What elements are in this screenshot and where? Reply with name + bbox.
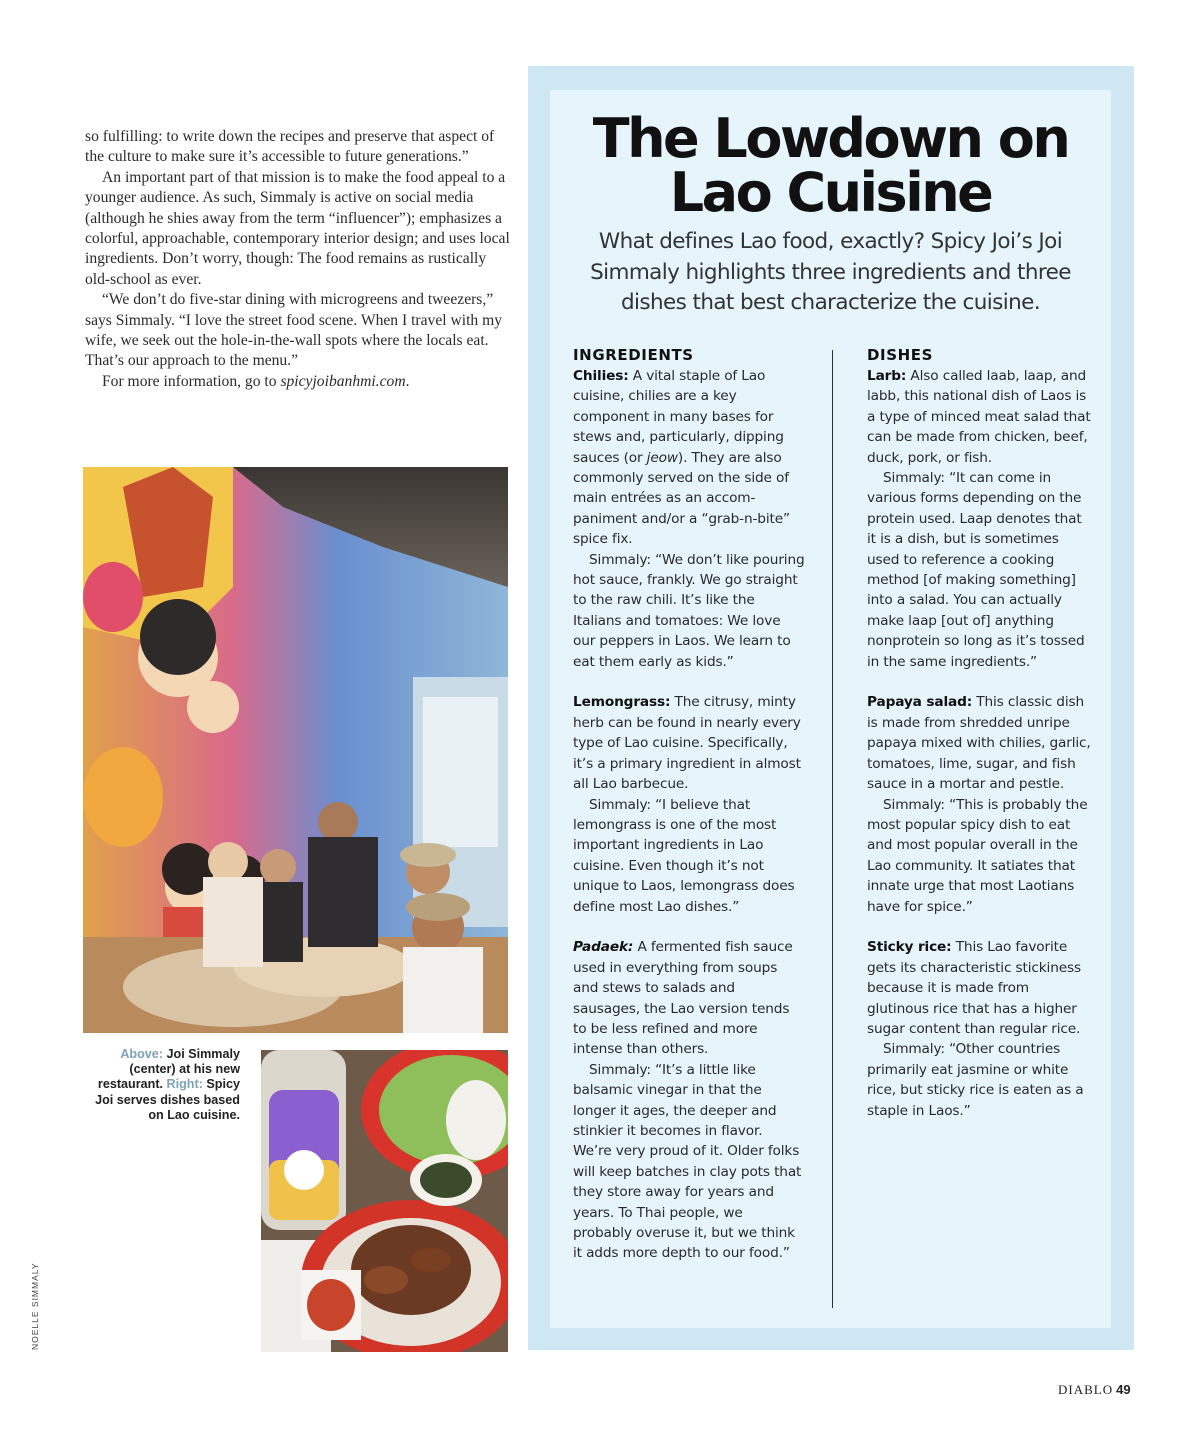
ingredients-heading: INGREDIENTS [573, 346, 694, 364]
page-number: 49 [1116, 1382, 1131, 1397]
lemongrass-entry [573, 692, 805, 794]
lemongrass-term: Lemongrass: [573, 694, 671, 711]
dishes-heading: DISHES [867, 346, 934, 364]
sidebar-title-line-2: Lao Cuisine [669, 161, 992, 224]
papaya-entry [867, 692, 1093, 794]
photo-caption [86, 1047, 240, 1123]
column-divider [832, 350, 833, 1308]
ingredients-column [573, 345, 805, 1264]
chilies-desc-em: jeow [646, 449, 678, 466]
chilies-desc-a: A vital staple of Lao cuisine, chilies are a key component in many bases for stews and, particularly, dipping sauces (or [573, 368, 784, 466]
restaurant-photo [83, 467, 508, 1033]
sticky-rice-entry [867, 937, 1093, 1039]
article-paragraph-3: “We don’t do five-star dining with microgreens and tweezers,” says Simmaly. “I love the street food scene. When I travel with my wife, we seek out the hole-in-the-wall spots where the locals eat. That’s our approach to the menu.” [85, 291, 503, 370]
food-photo [261, 1050, 508, 1352]
caption-above-label: Above: [120, 1047, 163, 1061]
padaek-entry [573, 937, 805, 1059]
larb-quote: Simmaly: “It can come in various forms depending on the protein used. Laap denotes that it is a dish, but is sometimes used to reference a cooking method [of making something] into a salad. You can actually make laap [out of] anything nonprotein so long as it’s tossed in the same ingredients.” [867, 470, 1085, 670]
website-link[interactable]: spicyjoibanhmi.com [280, 372, 406, 390]
papaya-term: Papaya salad: [867, 694, 973, 711]
sticky-rice-quote: Simmaly: “Other countries primarily eat jasmine or white rice, but sticky rice is eaten as a staple in Laos.” [867, 1041, 1084, 1119]
padaek-desc: A fermented fish sauce used in everything from soups and stews to salads and sausages, the Lao version tends to be less refined and more intense than others. [573, 939, 793, 1058]
info-prefix: For more information, go to [102, 372, 281, 390]
magazine-name: DIABLO [1058, 1382, 1114, 1397]
sidebar-title [550, 107, 1111, 224]
sidebar-title-line-1: The Lowdown on [592, 107, 1069, 170]
lemongrass-quote: Simmaly: “I believe that lemongrass is one of the most important ingredients in Lao cuisine. Even though it’s not unique to Laos, lemongrass does define most Lao dishes.” [573, 796, 795, 915]
chilies-entry [573, 366, 805, 550]
article-paragraph-1: so fulfilling: to write down the recipes and preserve that aspect of the culture to make sure it’s accessible to future generations.” [85, 128, 495, 166]
page-folio [1058, 1382, 1131, 1398]
lemongrass-desc: The citrusy, minty herb can be found in nearly every type of Lao cuisine. Specifically, it’s a primary ingredient in almost all Lao barbecue. [573, 694, 801, 793]
caption-right-label: Right: [166, 1077, 203, 1092]
sticky-rice-desc: This Lao favorite gets its characteristic stickiness because it is made from glutinous rice that has a higher sugar content than regular rice. [867, 939, 1081, 1037]
food-photo-illustration [261, 1050, 508, 1352]
padaek-term: Padaek: [573, 939, 634, 956]
caption-right-text: Spicy Joi serves dishes based on Lao cuisine. [95, 1077, 240, 1122]
larb-term: Larb: [867, 368, 907, 384]
article-body [85, 127, 510, 392]
article-paragraph-4 [85, 372, 510, 392]
photo-credit: NOELLE SIMMALY [30, 1262, 40, 1350]
papaya-desc: This classic dish is made from shredded unripe papaya mixed with chilies, garlic, tomatoes, lime, sugar, and fish sauce in a mortar and pestle. [867, 694, 1091, 793]
restaurant-photo-illustration [83, 467, 508, 1033]
sticky-rice-term: Sticky rice: [867, 939, 952, 956]
chilies-quote: Simmaly: “We don’t like pouring hot sauce, frankly. We go straight to the raw chili. It’s like the Italians and tomatoes: We love our peppers in Laos. We learn to eat them early as kids.” [573, 551, 805, 670]
papaya-quote: Simmaly: “This is probably the most popular spicy dish to eat and most popular overall in the Lao community. It satiates that innate urge that most Laotians have for spice.” [867, 796, 1088, 915]
larb-desc: Also called laab, laap, and labb, this national dish of Laos is a type of minced meat salad that can be made from chicken, beef, duck, pork, or fish. [867, 368, 1091, 466]
dishes-column [867, 345, 1093, 1121]
larb-entry [867, 366, 1093, 468]
padaek-quote: Simmaly: “It’s a little like balsamic vinegar in that the longer it ages, the deeper and stinkier it becomes in flavor. We’re very proud of it. Older folks will keep batches in clay pots that they store away for years and years. To Thai people, we probably overuse it, but we think it adds more depth to our food.” [573, 1061, 802, 1262]
article-paragraph-2: An important part of that mission is to make the food appeal to a younger audience. As such, Simmaly is active on social media (although he shies away from the term “influencer”); emphasizes a colorful, approachable, contemporary interior design; and uses local ingredients. Don’t worry, though: The food remains as rustically old-school as ever. [85, 168, 510, 288]
chilies-term: Chilies: [573, 368, 629, 384]
caption-above-text: Joi Simmaly (center) at his new restaurant. [97, 1047, 240, 1092]
chilies-desc-b: ). They are also commonly served on the side of main entrées as an accompaniment and/or a “grab-n-bite” spice fix. [573, 449, 790, 548]
sidebar-intro: What defines Lao food, exactly? Spicy Joi’s Joi Simmaly highlights three ingredients and three dishes that best characterize the cuisine. [590, 229, 1071, 315]
info-suffix: . [405, 372, 410, 390]
